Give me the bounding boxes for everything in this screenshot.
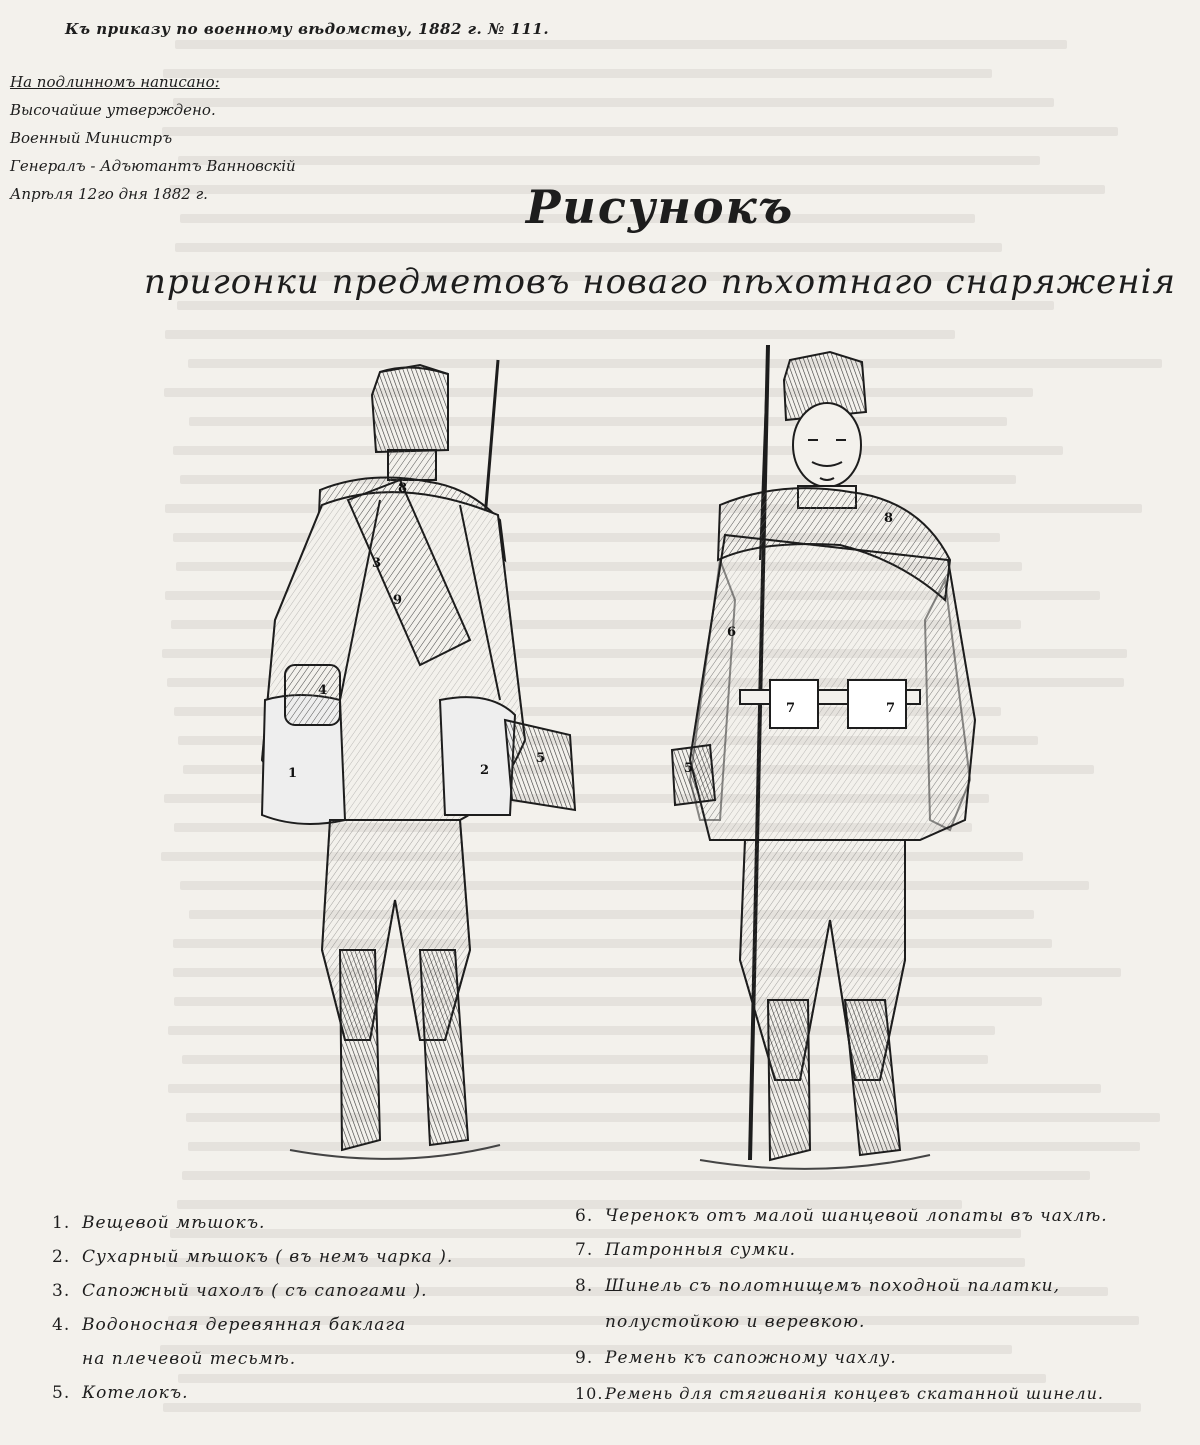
legend-item: 1. Вещевой мѣшокъ.	[52, 1213, 266, 1233]
item-number-label: 7	[786, 701, 796, 716]
legend-item: 5. Котелокъ.	[52, 1383, 189, 1403]
page-subtitle: пригонки предметовъ новаго пѣхотнаго снаряженія	[143, 262, 1177, 302]
legend-item: 4. Водоносная деревянная баклага	[52, 1315, 407, 1335]
legend-item: 10.Ремень для стягиванія концевъ скатанной шинели.	[575, 1384, 1104, 1403]
page-title: Рисунокъ	[525, 180, 795, 234]
item-number-label: 2	[480, 763, 490, 778]
approval-line: Военный Министръ	[10, 129, 173, 147]
order-reference: Къ приказу по военному вѣдомству, 1882 г. № 111.	[65, 20, 550, 38]
approval-line: На подлинномъ написано:	[10, 73, 220, 91]
item-number-label: 9	[393, 593, 403, 608]
approval-line: Генералъ - Адъютантъ Ванновскій	[10, 157, 296, 175]
item-number-label: 4	[318, 683, 328, 698]
item-number-label: 8	[884, 511, 894, 526]
legend-item: 9. Ремень къ сапожному чахлу.	[575, 1348, 897, 1368]
legend-item: 8. Шинель съ полотнищемъ походной палатки,	[575, 1276, 1060, 1296]
soldier-rear-view	[262, 360, 575, 1159]
legend-item: 6. Черенокъ отъ малой шанцевой лопаты въ чахлѣ.	[575, 1206, 1108, 1226]
item-number-label: 7	[886, 701, 896, 716]
approval-line: Высочайше утверждено.	[10, 101, 216, 119]
item-number-label: 8	[398, 481, 408, 496]
legend-item: на плечевой тесьмѣ.	[82, 1349, 297, 1369]
approval-line: Апрѣля 12го дня 1882 г.	[10, 185, 208, 203]
legend-item: 2. Сухарный мѣшокъ ( въ немъ чарка ).	[52, 1247, 454, 1267]
legend-item: 3. Сапожный чахолъ ( съ сапогами ).	[52, 1281, 428, 1301]
soldier-front-view	[672, 345, 975, 1169]
item-number-label: 5	[684, 761, 694, 776]
item-number-label: 6	[727, 625, 737, 640]
item-number-label: 5	[536, 751, 546, 766]
legend-item: 7. Патронныя сумки.	[575, 1240, 797, 1260]
legend-item: полустойкою и веревкою.	[605, 1312, 866, 1332]
item-number-label: 1	[288, 766, 298, 781]
item-number-label: 3	[372, 556, 382, 571]
